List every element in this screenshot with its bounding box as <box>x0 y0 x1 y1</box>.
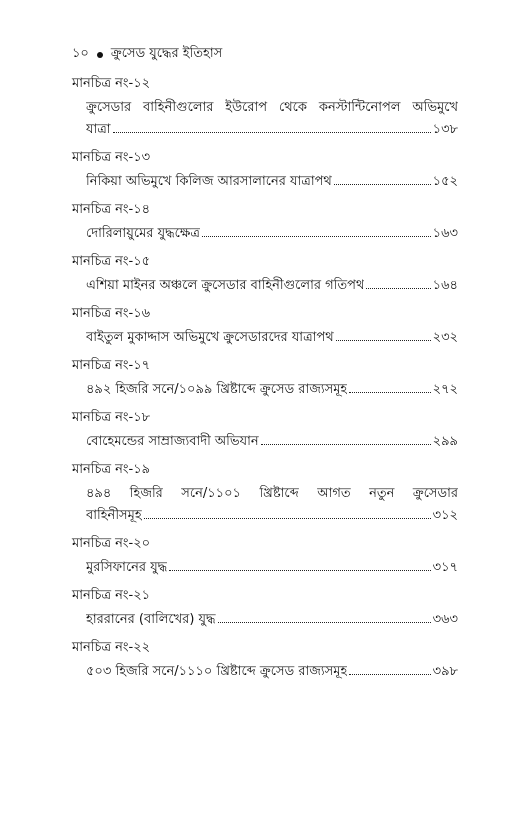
dot-leader <box>218 622 431 623</box>
dot-leader <box>113 132 431 133</box>
page-number: ১০ <box>72 46 89 61</box>
toc-entry <box>86 609 458 631</box>
toc-entry <box>86 661 458 683</box>
entry-page-number: ১৬৩ <box>432 226 458 241</box>
map-number-label: মানচিত্র নং-১৬ <box>72 306 151 321</box>
map-number-label: মানচিত্র নং-২০ <box>72 536 151 551</box>
running-head <box>72 44 222 65</box>
entry-page-number: ১৬৪ <box>432 278 458 293</box>
map-number-label: মানচিত্র নং-১৯ <box>72 462 151 477</box>
map-entry-17 <box>72 356 458 401</box>
entry-page-number: ৩১৭ <box>432 560 458 575</box>
toc-entry <box>86 223 458 245</box>
map-entry-20 <box>72 534 458 579</box>
bullet-separator-icon <box>97 52 103 58</box>
toc-entry <box>86 97 458 141</box>
dot-leader <box>366 288 430 289</box>
entry-page-number: ৩৯৮ <box>432 664 458 679</box>
map-list <box>72 74 458 690</box>
map-entry-22 <box>72 638 458 683</box>
dot-leader <box>334 184 431 185</box>
entry-page-number: ২৩২ <box>432 330 458 345</box>
map-entry-19 <box>72 460 458 527</box>
toc-entry <box>86 483 458 527</box>
entry-title-line-2: যাত্রা <box>86 122 111 137</box>
dot-leader <box>144 518 431 519</box>
map-number-label: মানচিত্র নং-১২ <box>72 76 151 91</box>
entry-title: মুরসিফানের যুদ্ধ <box>86 560 168 575</box>
entry-title-line-2-row <box>86 119 458 141</box>
entry-page-number: ৩১২ <box>432 508 458 523</box>
map-entry-13 <box>72 148 458 193</box>
entry-title: এশিয়া মাইনর অঞ্চলে ক্রুসেডার বাহিনীগুলোর গতিপথ <box>86 278 365 293</box>
dot-leader <box>169 570 430 571</box>
entry-title-line-1: ৪৯৪ হিজরি সনে/১১০১ খ্রিষ্টাব্দে আগত নতুন ক্রুসেডার <box>86 486 458 501</box>
entry-page-number: ১৩৮ <box>432 122 458 137</box>
entry-title: বাইতুল মুকাদ্দাস অভিমুখে ক্রুসেডারদের যাত্রাপথ <box>86 330 334 345</box>
map-entry-15 <box>72 252 458 297</box>
entry-title-line-2: বাহিনীসমূহ <box>86 508 142 523</box>
dot-leader <box>349 392 430 393</box>
map-entry-21 <box>72 586 458 631</box>
entry-title-line-2-row <box>86 505 458 527</box>
map-entry-14 <box>72 200 458 245</box>
map-number-label: মানচিত্র নং-২১ <box>72 588 151 603</box>
map-number-label: মানচিত্র নং-১৮ <box>72 410 151 425</box>
entry-title: দোরিলায়ুমের যুদ্ধক্ষেত্র <box>86 226 200 241</box>
dot-leader <box>202 236 431 237</box>
map-number-label: মানচিত্র নং-২২ <box>72 640 151 655</box>
dot-leader <box>349 674 430 675</box>
toc-entry <box>86 431 458 453</box>
entry-title: ৫০৩ হিজরি সনে/১১১০ খ্রিষ্টাব্দে ক্রুসেড রাজ্যসমূহ <box>86 664 348 679</box>
map-number-label: মানচিত্র নং-১৩ <box>72 150 151 165</box>
toc-entry <box>86 557 458 579</box>
toc-entry <box>86 171 458 193</box>
map-entry-12 <box>72 74 458 141</box>
map-number-label: মানচিত্র নং-১৭ <box>72 358 151 373</box>
entry-title: ৪৯২ হিজরি সনে/১০৯৯ খ্রিষ্টাব্দে ক্রুসেড রাজ্যসমূহ <box>86 382 348 397</box>
toc-entry <box>86 327 458 349</box>
dot-leader <box>336 340 431 341</box>
toc-entry <box>86 379 458 401</box>
entry-page-number: ২৭২ <box>432 382 458 397</box>
entry-title: বোহেমন্ডের সাম্রাজ্যবাদী অভিযান <box>86 434 259 449</box>
dot-leader <box>261 444 431 445</box>
entry-page-number: ১৫২ <box>432 174 458 189</box>
map-number-label: মানচিত্র নং-১৪ <box>72 202 151 217</box>
map-number-label: মানচিত্র নং-১৫ <box>72 254 151 269</box>
book-title: ক্রুসেড যুদ্ধের ইতিহাস <box>110 46 223 61</box>
map-entry-16 <box>72 304 458 349</box>
entry-title: হাররানের (বালিখের) যুদ্ধ <box>86 612 216 627</box>
entry-title: নিকিয়া অভিমুখে কিলিজ আরসালানের যাত্রাপথ <box>86 174 332 189</box>
toc-entry <box>86 275 458 297</box>
map-entry-18 <box>72 408 458 453</box>
entry-page-number: ৩৬৩ <box>432 612 458 627</box>
entry-title-line-1: ক্রুসেডার বাহিনীগুলোর ইউরোপ থেকে কনস্টান্টিনোপল অভিমুখে <box>86 100 458 115</box>
entry-page-number: ২৯৯ <box>432 434 458 449</box>
